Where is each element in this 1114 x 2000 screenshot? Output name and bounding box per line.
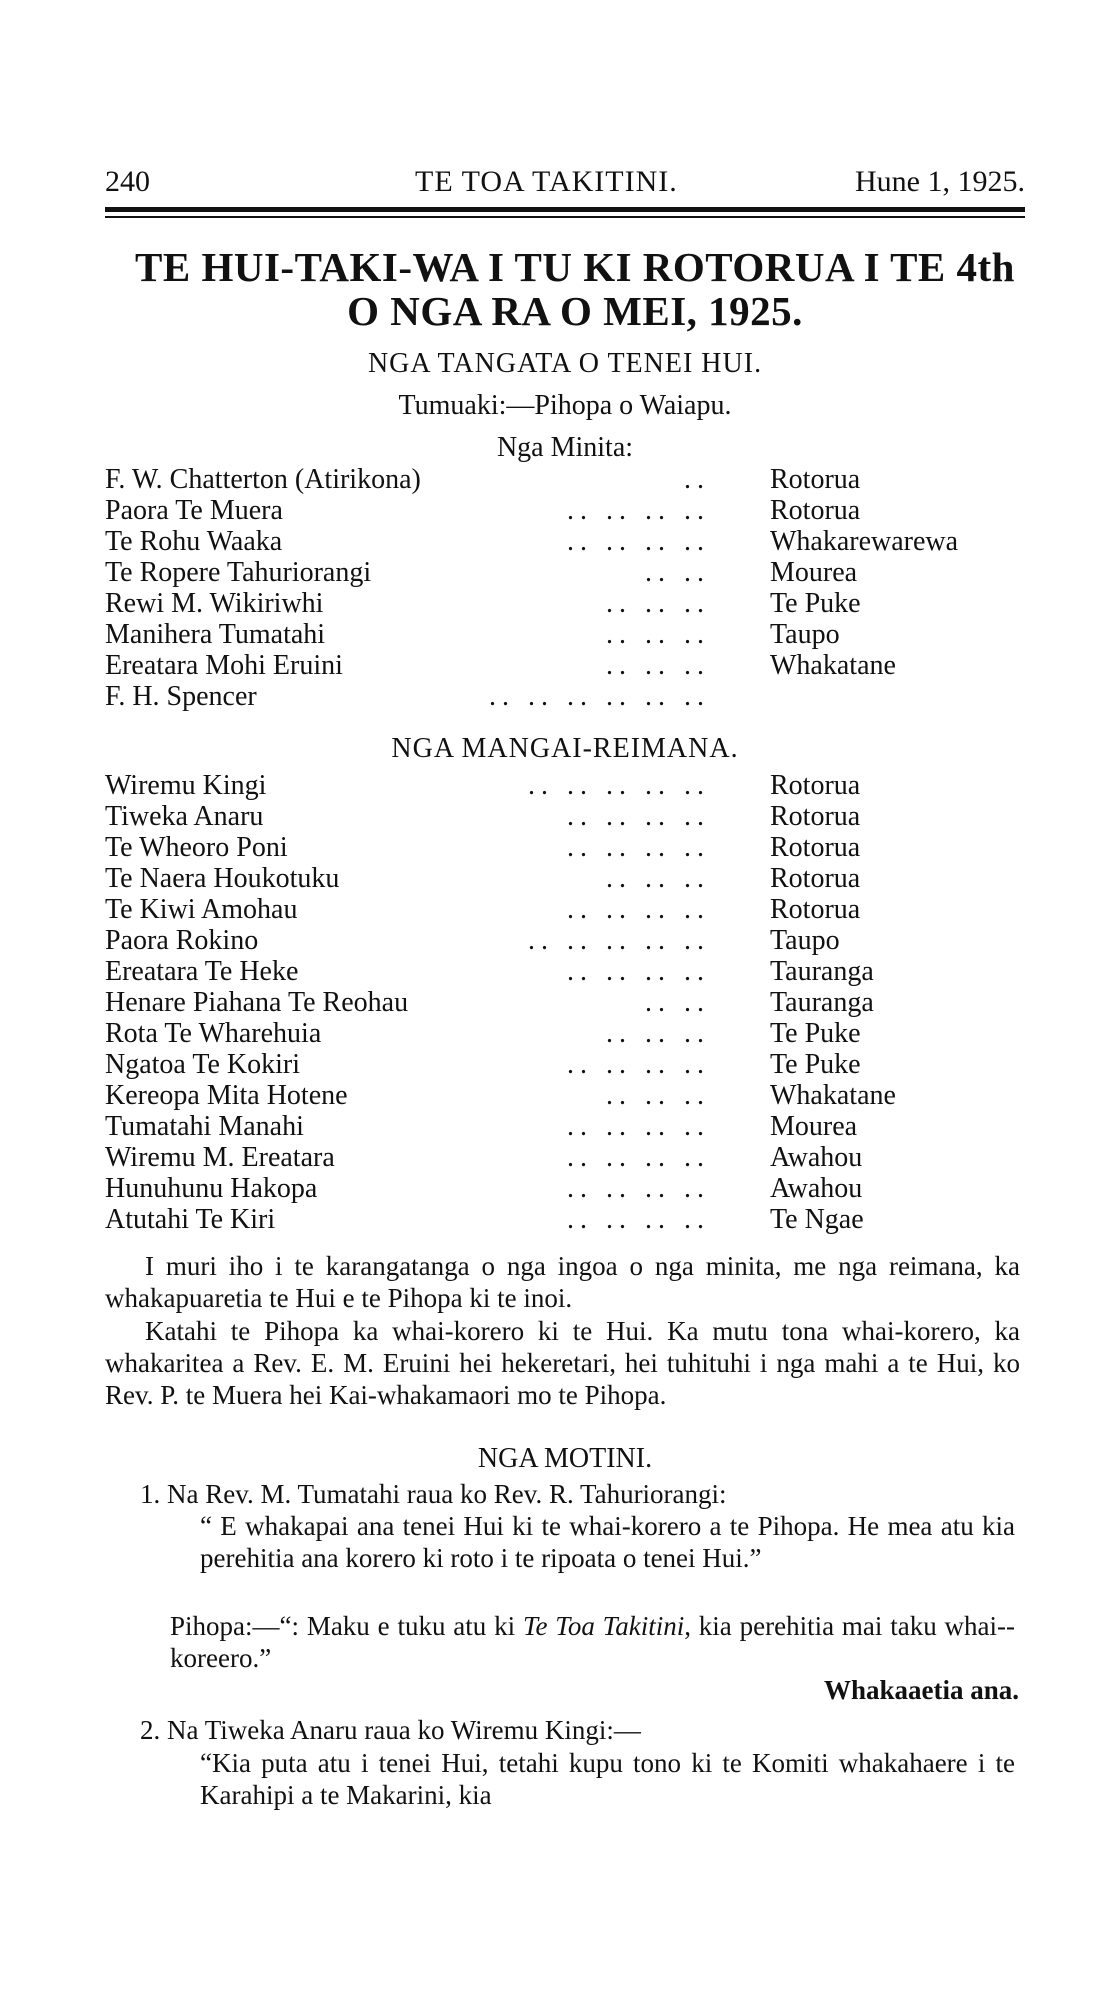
list-item <box>105 495 1025 526</box>
layman-name: Te Kiwi Amohau <box>105 894 298 925</box>
journal-title: TE TOA TAKITINI. <box>415 165 678 198</box>
motions-heading: NGA MOTINI. <box>477 1443 653 1474</box>
dot-leader: .. .. .. .. <box>567 1111 710 1142</box>
page-number: 240 <box>105 165 150 198</box>
minister-name: Manihera Tumatahi <box>105 619 326 650</box>
layman-place: Rotorua <box>770 770 861 801</box>
list-item <box>105 770 1025 801</box>
article-title-line-2: O NGA RA O MEI, 1925. <box>347 288 803 334</box>
layman-name: Hunuhunu Hakopa <box>105 1173 318 1204</box>
list-item <box>105 894 1025 925</box>
list-item <box>105 1080 1025 1111</box>
issue-date: Hune 1, 1925. <box>855 165 1025 198</box>
layman-place: Taupo <box>770 925 840 956</box>
layman-place: Rotorua <box>770 832 861 863</box>
minister-name: Te Rohu Waaka <box>105 526 283 557</box>
minister-name: F. W. Chatterton (Atirikona) <box>105 464 421 495</box>
dot-leader: .. .. <box>645 557 710 588</box>
motion-1-intro: 1. Na Rev. M. Tumatahi raua ko Rev. R. Tahuriorangi: <box>140 1479 727 1509</box>
dot-leader: .. <box>684 464 710 495</box>
dot-leader: .. .. .. .. <box>567 495 710 526</box>
dot-leader: .. .. .. .. <box>567 1049 710 1080</box>
minister-place: Taupo <box>770 619 840 650</box>
layman-name: Rota Te Wharehuia <box>105 1018 322 1049</box>
list-item <box>105 956 1025 987</box>
opening-paragraph: I muri iho i te karangatanga o nga ingoa o nga minita, me nga reimana, ka whakapuaretia te Hui e te Pihopa ki te inoi. <box>105 1251 1020 1313</box>
header-rule-thin <box>105 216 1025 218</box>
bishop-reply-suffix: , kia perehitia mai taku whai--koreero.” <box>170 1611 1016 1673</box>
journal-name-italic: Te Toa Takitini <box>522 1611 685 1641</box>
motion-1-result: Whakaaetia ana. <box>823 1675 1019 1705</box>
layman-name: Wiremu Kingi <box>105 770 267 801</box>
layman-name: Henare Piahana Te Reohau <box>105 987 409 1018</box>
header-rule-thick <box>105 207 1025 212</box>
layman-place: Te Puke <box>770 1049 861 1080</box>
layman-place: Tauranga <box>770 987 874 1018</box>
list-item <box>105 925 1025 956</box>
layman-name: Tumatahi Manahi <box>105 1111 304 1142</box>
layman-name: Kereopa Mita Hotene <box>105 1080 348 1111</box>
layman-place: Awahou <box>770 1142 863 1173</box>
layman-name: Wiremu M. Ereatara <box>105 1142 335 1173</box>
laymen-heading: NGA MANGAI-REIMANA. <box>391 733 739 764</box>
dot-leader: .. .. .. .. <box>567 1173 710 1204</box>
layman-name: Paora Rokino <box>105 925 259 956</box>
bishop-reply <box>170 1610 1015 1674</box>
minister-name: F. H. Spencer <box>105 681 257 712</box>
layman-place: Awahou <box>770 1173 863 1204</box>
dot-leader: .. .. .. <box>606 1018 710 1049</box>
dot-leader: .. .. .. .. <box>567 526 710 557</box>
dot-leader: .. .. .. .. <box>567 1142 710 1173</box>
list-item <box>105 1142 1025 1173</box>
list-item <box>105 588 1025 619</box>
list-item <box>105 1173 1025 1204</box>
dot-leader: .. .. .. <box>606 588 710 619</box>
minister-name: Te Ropere Tahuriorangi <box>105 557 372 588</box>
layman-name: Tiweka Anaru <box>105 801 264 832</box>
list-item <box>105 619 1025 650</box>
layman-name: Atutahi Te Kiri <box>105 1204 276 1235</box>
ministers-heading: Nga Minita: <box>496 432 634 463</box>
layman-place: Rotorua <box>770 863 861 894</box>
motion-1-quote: “ E whakapai ana tenei Hui ki te whai-korero a te Pihopa. He mea atu kia perehitia ana korero ki roto i te ripoata o tenei Hui.” <box>200 1511 1015 1573</box>
dot-leader: .. .. .. <box>606 650 710 681</box>
layman-name: Ngatoa Te Kokiri <box>105 1049 301 1080</box>
ministers-list <box>105 464 1025 712</box>
layman-place: Rotorua <box>770 894 861 925</box>
layman-place: Te Ngae <box>770 1204 864 1235</box>
dot-leader: .. .. .. .. <box>567 1204 710 1235</box>
list-item <box>105 526 1025 557</box>
layman-place: Tauranga <box>770 956 874 987</box>
list-item <box>105 801 1025 832</box>
layman-name: Te Wheoro Poni <box>105 832 288 863</box>
minister-name: Ereatara Mohi Eruini <box>105 650 343 681</box>
dot-leader: .. .. .. .. <box>567 801 710 832</box>
layman-name: Ereatara Te Heke <box>105 956 299 987</box>
list-item <box>105 987 1025 1018</box>
dot-leader: .. .. .. <box>606 619 710 650</box>
list-item <box>105 1111 1025 1142</box>
running-header <box>105 165 1025 205</box>
layman-place: Te Puke <box>770 1018 861 1049</box>
dot-leader: .. .. .. .. .. .. <box>489 681 710 712</box>
list-item <box>105 863 1025 894</box>
layman-place: Whakatane <box>770 1080 896 1111</box>
minister-place: Whakatane <box>770 650 896 681</box>
dot-leader: .. .. .. .. <box>567 956 710 987</box>
minister-name: Rewi M. Wikiriwhi <box>105 588 324 619</box>
minister-place: Mourea <box>770 557 858 588</box>
article-title-line-1: TE HUI-TAKI-WA I TU KI ROTORUA I TE 4th <box>135 244 1015 290</box>
layman-name: Te Naera Houkotuku <box>105 863 340 894</box>
list-item <box>105 464 1025 495</box>
motion-2-intro: 2. Na Tiweka Anaru raua ko Wiremu Kingi:— <box>140 1715 641 1745</box>
dot-leader: .. .. .. <box>606 863 710 894</box>
motion-2-quote: “Kia puta atu i tenei Hui, tetahi kupu tono ki te Komiti whakahaere i te Karahipi a te Makarini, kia <box>200 1748 1015 1810</box>
list-item <box>105 681 1025 712</box>
list-item <box>105 650 1025 681</box>
chairman-line: Tumuaki:—Pihopa o Waiapu. <box>398 390 732 421</box>
dot-leader: .. .. .. .. .. <box>528 770 710 801</box>
layman-place: Rotorua <box>770 801 861 832</box>
dot-leader: .. .. .. <box>606 1080 710 1111</box>
minister-place: Whakarewarewa <box>770 526 959 557</box>
minister-place: Te Puke <box>770 588 861 619</box>
laymen-list <box>105 770 1025 1235</box>
article-title <box>105 245 1045 333</box>
dot-leader: .. .. .. .. <box>567 894 710 925</box>
list-item <box>105 1018 1025 1049</box>
members-heading: NGA TANGATA O TENEI HUI. <box>367 348 763 379</box>
list-item <box>105 557 1025 588</box>
bishop-reply-prefix: Pihopa:—“: Maku e tuku atu ki <box>170 1611 523 1641</box>
dot-leader: .. .. .. .. .. <box>528 925 710 956</box>
list-item <box>105 1049 1025 1080</box>
dot-leader: .. .. <box>645 987 710 1018</box>
dot-leader: .. .. .. .. <box>567 832 710 863</box>
list-item <box>105 832 1025 863</box>
layman-place: Mourea <box>770 1111 858 1142</box>
minister-place: Rotorua <box>770 464 861 495</box>
minister-place: Rotorua <box>770 495 861 526</box>
minister-name: Paora Te Muera <box>105 495 283 526</box>
list-item <box>105 1204 1025 1235</box>
address-paragraph: Katahi te Pihopa ka whai-korero ki te Hui. Ka mutu tona whai-korero, ka whakaritea a Rev. E. M. Eruini hei hekeretari, hei tuhituhi i nga mahi a te Hui, ko Rev. P. te Muera hei Kai-whakamaori mo te Pihopa. <box>105 1316 1020 1410</box>
